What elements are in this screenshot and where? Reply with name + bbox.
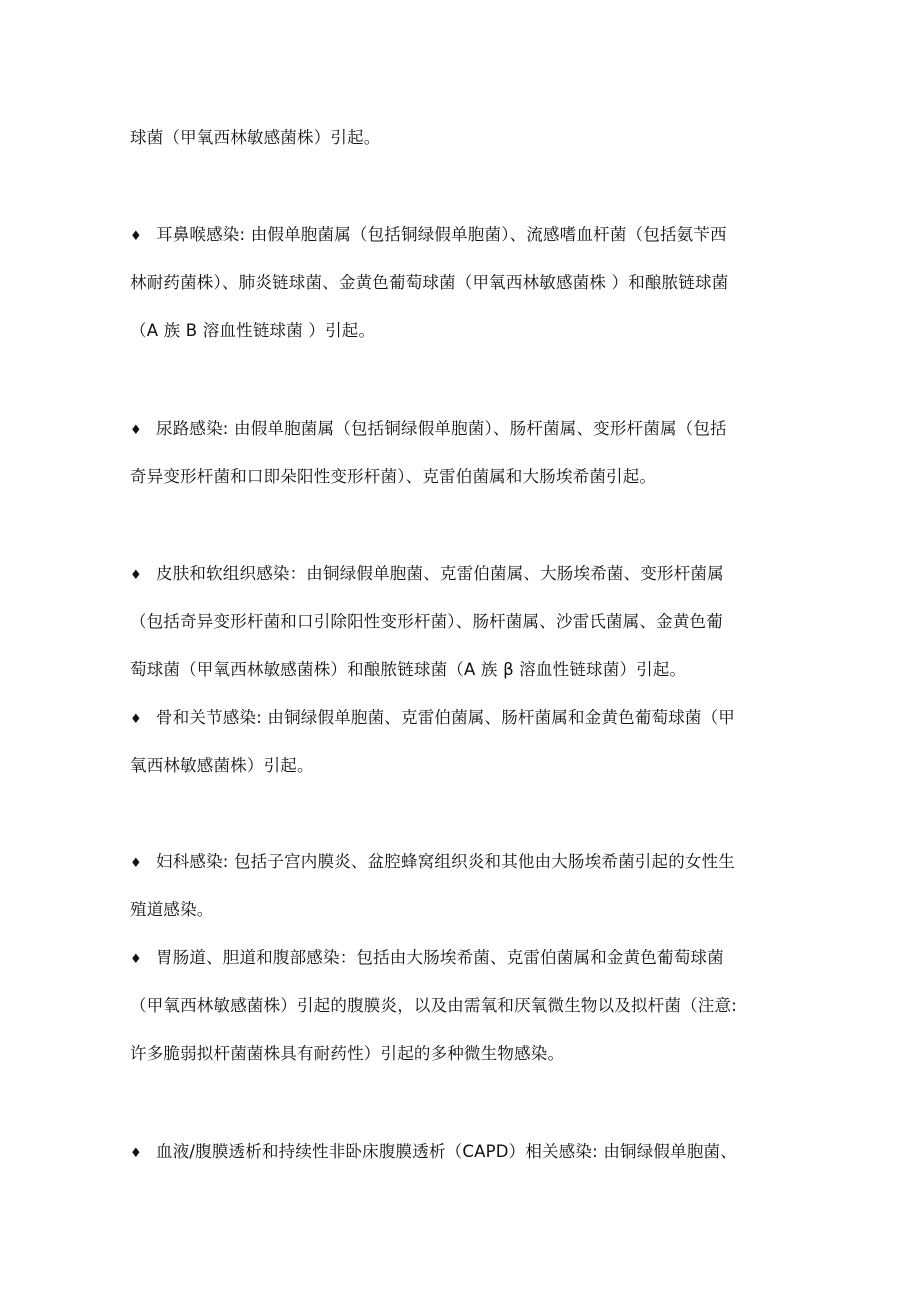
line-text: （甲氧西林敏感菌株）引起的腹膜炎，以及由需氧和厌氧微生物以及拟杆菌（注意: — [130, 996, 737, 1015]
text-line — [130, 1042, 800, 1066]
line-text: 林耐药菌株）、肺炎链球菌、金黄色葡萄球菌（甲氧西林敏感菌株 ）和酿脓链球菌 — [130, 273, 729, 292]
diamond-bullet-icon: ♦ — [130, 1146, 142, 1161]
text-line — [130, 126, 800, 150]
bullet-item — [130, 850, 800, 876]
bullet-item — [130, 417, 800, 443]
text-line — [130, 994, 800, 1018]
text-line — [130, 610, 800, 634]
line-text: 萄球菌（甲氧西林敏感菌株）和酿脓链球菌（A 族 β 溶血性链球菌）引起。 — [130, 660, 687, 679]
line-text: 许多脆弱拟杆菌菌株具有耐药性）引起的多种微生物感染。 — [130, 1044, 565, 1063]
diamond-bullet-icon: ♦ — [130, 229, 142, 244]
line-text: 球菌（甲氧西林敏感菌株）引起。 — [130, 128, 381, 147]
line-text: 耳鼻喉感染: 由假单胞菌属（包括铜绿假单胞菌）、流感嗜血杆菌（包括氨苄西 — [156, 225, 727, 244]
bullet-item — [130, 562, 800, 588]
line-text: 殖道感染。 — [130, 900, 214, 919]
line-text: （包括奇异变形杆菌和口引除阳性变形杆菌）、肠杆菌属、沙雷氏菌属、金黄色葡 — [130, 612, 723, 631]
line-text: 血液/腹膜透析和持续性非卧床腹膜透析（CAPD）相关感染: 由铜绿假单胞菌、 — [156, 1142, 737, 1161]
diamond-bullet-icon: ♦ — [130, 856, 142, 871]
text-line — [130, 754, 800, 778]
line-text: 奇异变形杆菌和口即朵阳性变形杆菌）、克雷伯菌属和大肠埃希菌引起。 — [130, 467, 657, 486]
text-line — [130, 271, 800, 295]
diamond-bullet-icon: ♦ — [130, 423, 142, 438]
bullet-item — [130, 706, 800, 732]
line-text: （A 族 B 溶血性链球菌 ）引起。 — [130, 321, 376, 340]
diamond-bullet-icon: ♦ — [130, 712, 142, 727]
line-text: 胃肠道、胆道和腹部感染：包括由大肠埃希菌、克雷伯菌属和金黄色葡萄球菌 — [156, 948, 724, 967]
diamond-bullet-icon: ♦ — [130, 952, 142, 967]
bullet-item — [130, 223, 800, 249]
bullet-item — [130, 946, 800, 972]
bullet-item — [130, 1140, 800, 1166]
text-line — [130, 465, 800, 489]
text-line — [130, 658, 800, 682]
text-line — [130, 898, 800, 922]
line-text: 骨和关节感染: 由铜绿假单胞菌、克雷伯菌属、肠杆菌属和金黄色葡萄球菌（甲 — [156, 708, 736, 727]
text-line — [130, 319, 800, 343]
diamond-bullet-icon: ♦ — [130, 568, 142, 583]
line-text: 尿路感染: 由假单胞菌属（包括铜绿假单胞菌）、肠杆菌属、变形杆菌属（包括 — [156, 419, 727, 438]
line-text: 皮肤和软组织感染：由铜绿假单胞菌、克雷伯菌属、大肠埃希菌、变形杆菌属 — [156, 564, 724, 583]
line-text: 氧西林敏感菌株）引起。 — [130, 756, 314, 775]
line-text: 妇科感染: 包括子宫内膜炎、盆腔蜂窝组织炎和其他由大肠埃希菌引起的女性生 — [156, 852, 736, 871]
